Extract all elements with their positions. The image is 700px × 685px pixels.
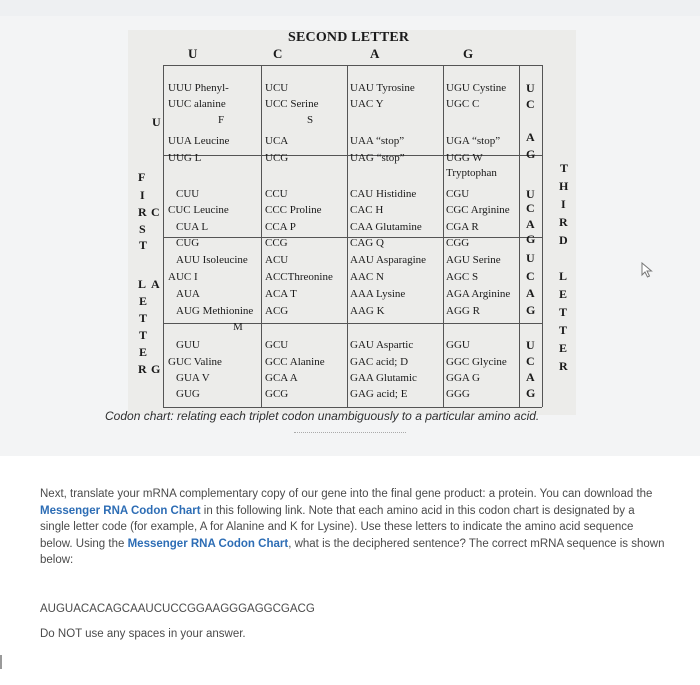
codon-cell: GCA A (265, 372, 298, 384)
codon-cell: ACG (265, 305, 289, 317)
codon-chart-link[interactable]: Messenger RNA Codon Chart (40, 504, 201, 517)
codon-cell: AGA Arginine (446, 288, 511, 300)
codon-cell: CUU (176, 188, 200, 200)
third-letter-c: C (526, 354, 535, 368)
codon-cell: GUG (176, 388, 200, 400)
codon-cell: UUU Phenyl- (168, 82, 229, 94)
codon-cell: AUA (176, 288, 200, 300)
grid-line (261, 65, 262, 407)
codon-chart-image (128, 30, 576, 415)
codon-cell: AUG Methionine (176, 305, 254, 317)
codon-cell: GGC Glycine (446, 356, 507, 368)
codon-cell: M (233, 321, 243, 333)
codon-cell: AUU Isoleucine (176, 254, 248, 266)
codon-cell: CAU Histidine (350, 188, 417, 200)
codon-cell: GUC Valine (168, 356, 222, 368)
third-letter-a: A (526, 370, 535, 384)
codon-cell: GUU (176, 339, 200, 351)
codon-cell: CCA P (265, 221, 296, 233)
grid-line (163, 65, 164, 407)
codon-cell: CCG (265, 237, 288, 249)
col-header-g: G (463, 46, 474, 61)
codon-cell: S (307, 114, 314, 126)
first-letter-label: E (139, 345, 148, 359)
codon-cell: GAA Glutamic (350, 372, 417, 384)
third-letter-label: I (561, 197, 566, 211)
codon-cell: GAG acid; E (350, 388, 408, 400)
first-letter-label: E (139, 294, 148, 308)
row-letter-u: U (152, 115, 161, 129)
codon-cell: AAU Asparagine (350, 254, 427, 266)
third-letter-a: A (526, 130, 535, 144)
codon-cell: UAC Y (350, 98, 384, 110)
col-header-c: C (273, 46, 283, 61)
third-letter-label: E (559, 287, 568, 301)
codon-cell: ACCThreonine (265, 271, 333, 283)
codon-cell: UAG “stop” (350, 152, 405, 164)
codon-cell: GCU (265, 339, 289, 351)
codon-chart-link-2[interactable]: Messenger RNA Codon Chart (127, 537, 289, 550)
row-letter-g: G (151, 362, 161, 376)
chart-caption: Codon chart: relating each triplet codon unambiguously to a particular amino acid. (105, 409, 540, 423)
first-letter-label: S (139, 222, 146, 236)
grid-line (347, 65, 348, 407)
third-letter-label: D (559, 233, 568, 247)
third-letter-label: H (559, 179, 569, 193)
mouse-cursor-icon (641, 262, 655, 278)
grid-line (443, 65, 444, 407)
codon-cell: CCC Proline (265, 204, 322, 216)
codon-cell: UGU Cystine (446, 82, 507, 94)
first-letter-label: R (138, 362, 147, 376)
codon-cell: UUA Leucine (168, 135, 230, 147)
third-letter-c: C (526, 269, 535, 283)
third-letter-u: U (526, 187, 535, 201)
codon-cell: CUA L (176, 221, 209, 233)
col-header-u: U (188, 46, 198, 61)
mrna-sequence: AUGUACACAGCAAUCUCCGGAAGGGAGGCGACG (40, 603, 315, 615)
codon-cell: ACU (265, 254, 289, 266)
third-letter-label: T (560, 161, 569, 175)
top-shade (0, 0, 700, 16)
third-letter-g: G (526, 147, 536, 161)
codon-cell: UGG W (446, 152, 483, 164)
codon-cell: CCU (265, 188, 288, 200)
codon-cell: UAU Tyrosine (350, 82, 415, 94)
codon-cell: CUG (176, 237, 200, 249)
codon-cell: AUC I (168, 271, 198, 283)
codon-cell: F (218, 114, 225, 126)
codon-cell: CUC Leucine (168, 204, 229, 216)
first-letter-label: R (138, 205, 147, 219)
third-letter-label: T (559, 323, 568, 337)
third-letter-label: R (559, 215, 568, 229)
grid-line (163, 65, 542, 66)
codon-cell: CGC Arginine (446, 204, 510, 216)
third-letter-g: G (526, 232, 536, 246)
codon-chart-figure (0, 16, 700, 456)
grid-line (163, 323, 542, 324)
instructions-text: in this following link. Note that each amino acid in this codon chart is designated by a single letter code (for example, A for Alanine and K for Lysine). Use these letters to indicate the amino acid sequence below. Using the (40, 504, 635, 550)
codon-cell: GUA V (176, 372, 210, 384)
second-letter-title: SECOND LETTER (288, 30, 410, 45)
codon-cell: GCG (265, 388, 289, 400)
first-letter-label: I (140, 188, 145, 202)
third-letter-label: T (559, 305, 568, 319)
first-letter-label: T (139, 328, 148, 342)
instructions-paragraph (40, 486, 665, 569)
instructions-text: , what is the deciphered sentence? The correct mRNA sequence is shown below: (40, 537, 665, 566)
third-letter-g: G (526, 386, 536, 400)
instructions-text: Next, translate your mRNA complementary copy of our gene into the final gene product: a protein. You can download the (40, 488, 653, 500)
codon-cell: AAA Lysine (350, 288, 406, 300)
codon-cell: AGC S (446, 271, 479, 283)
first-letter-label: L (138, 277, 147, 291)
codon-cell: GAC acid; D (350, 356, 409, 368)
third-letter-u: U (526, 81, 535, 95)
page-edge-marker (0, 655, 2, 669)
codon-cell: GCC Alanine (265, 356, 325, 368)
grid-line (519, 65, 520, 407)
third-letter-label: L (559, 269, 568, 283)
third-letter-a: A (526, 286, 535, 300)
row-letter-a: A (151, 277, 160, 291)
codon-cell: GGG (446, 388, 470, 400)
grid-line (163, 407, 542, 408)
first-letter-label: T (139, 238, 148, 252)
codon-cell: CGU (446, 188, 470, 200)
third-letter-c: C (526, 201, 535, 215)
third-letter-label: R (559, 359, 568, 373)
codon-cell: CGA R (446, 221, 479, 233)
first-letter-label: T (139, 311, 148, 325)
codon-cell: UCA (265, 135, 289, 147)
codon-cell: UGA “stop” (446, 135, 501, 147)
codon-cell: UCG (265, 152, 289, 164)
codon-cell: UUG L (168, 152, 202, 164)
codon-cell: ACA T (265, 288, 297, 300)
grid-line (542, 65, 543, 407)
third-letter-c: C (526, 97, 535, 111)
codon-cell: AGU Serine (446, 254, 501, 266)
codon-cell: GGA G (446, 372, 480, 384)
third-letter-g: G (526, 303, 536, 317)
row-letter-c: C (151, 205, 160, 219)
no-spaces-note: Do NOT use any spaces in your answer. (40, 628, 246, 640)
caption-divider (294, 432, 406, 433)
codon-cell: UAA “stop” (350, 135, 405, 147)
codon-cell: UUC alanine (168, 98, 226, 110)
codon-cell: AGG R (446, 305, 480, 317)
codon-cell: CGG (446, 237, 470, 249)
third-letter-label: E (559, 341, 568, 355)
codon-cell: GAU Aspartic (350, 339, 414, 351)
codon-cell: CAC H (350, 204, 384, 216)
codon-cell: UCC Serine (265, 98, 319, 110)
codon-cell: AAC N (350, 271, 384, 283)
codon-cell: UCU (265, 82, 289, 94)
third-letter-a: A (526, 217, 535, 231)
first-letter-label: F (138, 170, 146, 184)
codon-cell: GGU (446, 339, 470, 351)
codon-cell: UGC C (446, 98, 480, 110)
third-letter-u: U (526, 251, 535, 265)
codon-cell: Tryptophan (446, 167, 497, 179)
third-letter-u: U (526, 338, 535, 352)
codon-cell: CAA Glutamine (350, 221, 422, 233)
codon-cell: CAG Q (350, 237, 384, 249)
col-header-a: A (370, 46, 380, 61)
codon-cell: AAG K (350, 305, 385, 317)
